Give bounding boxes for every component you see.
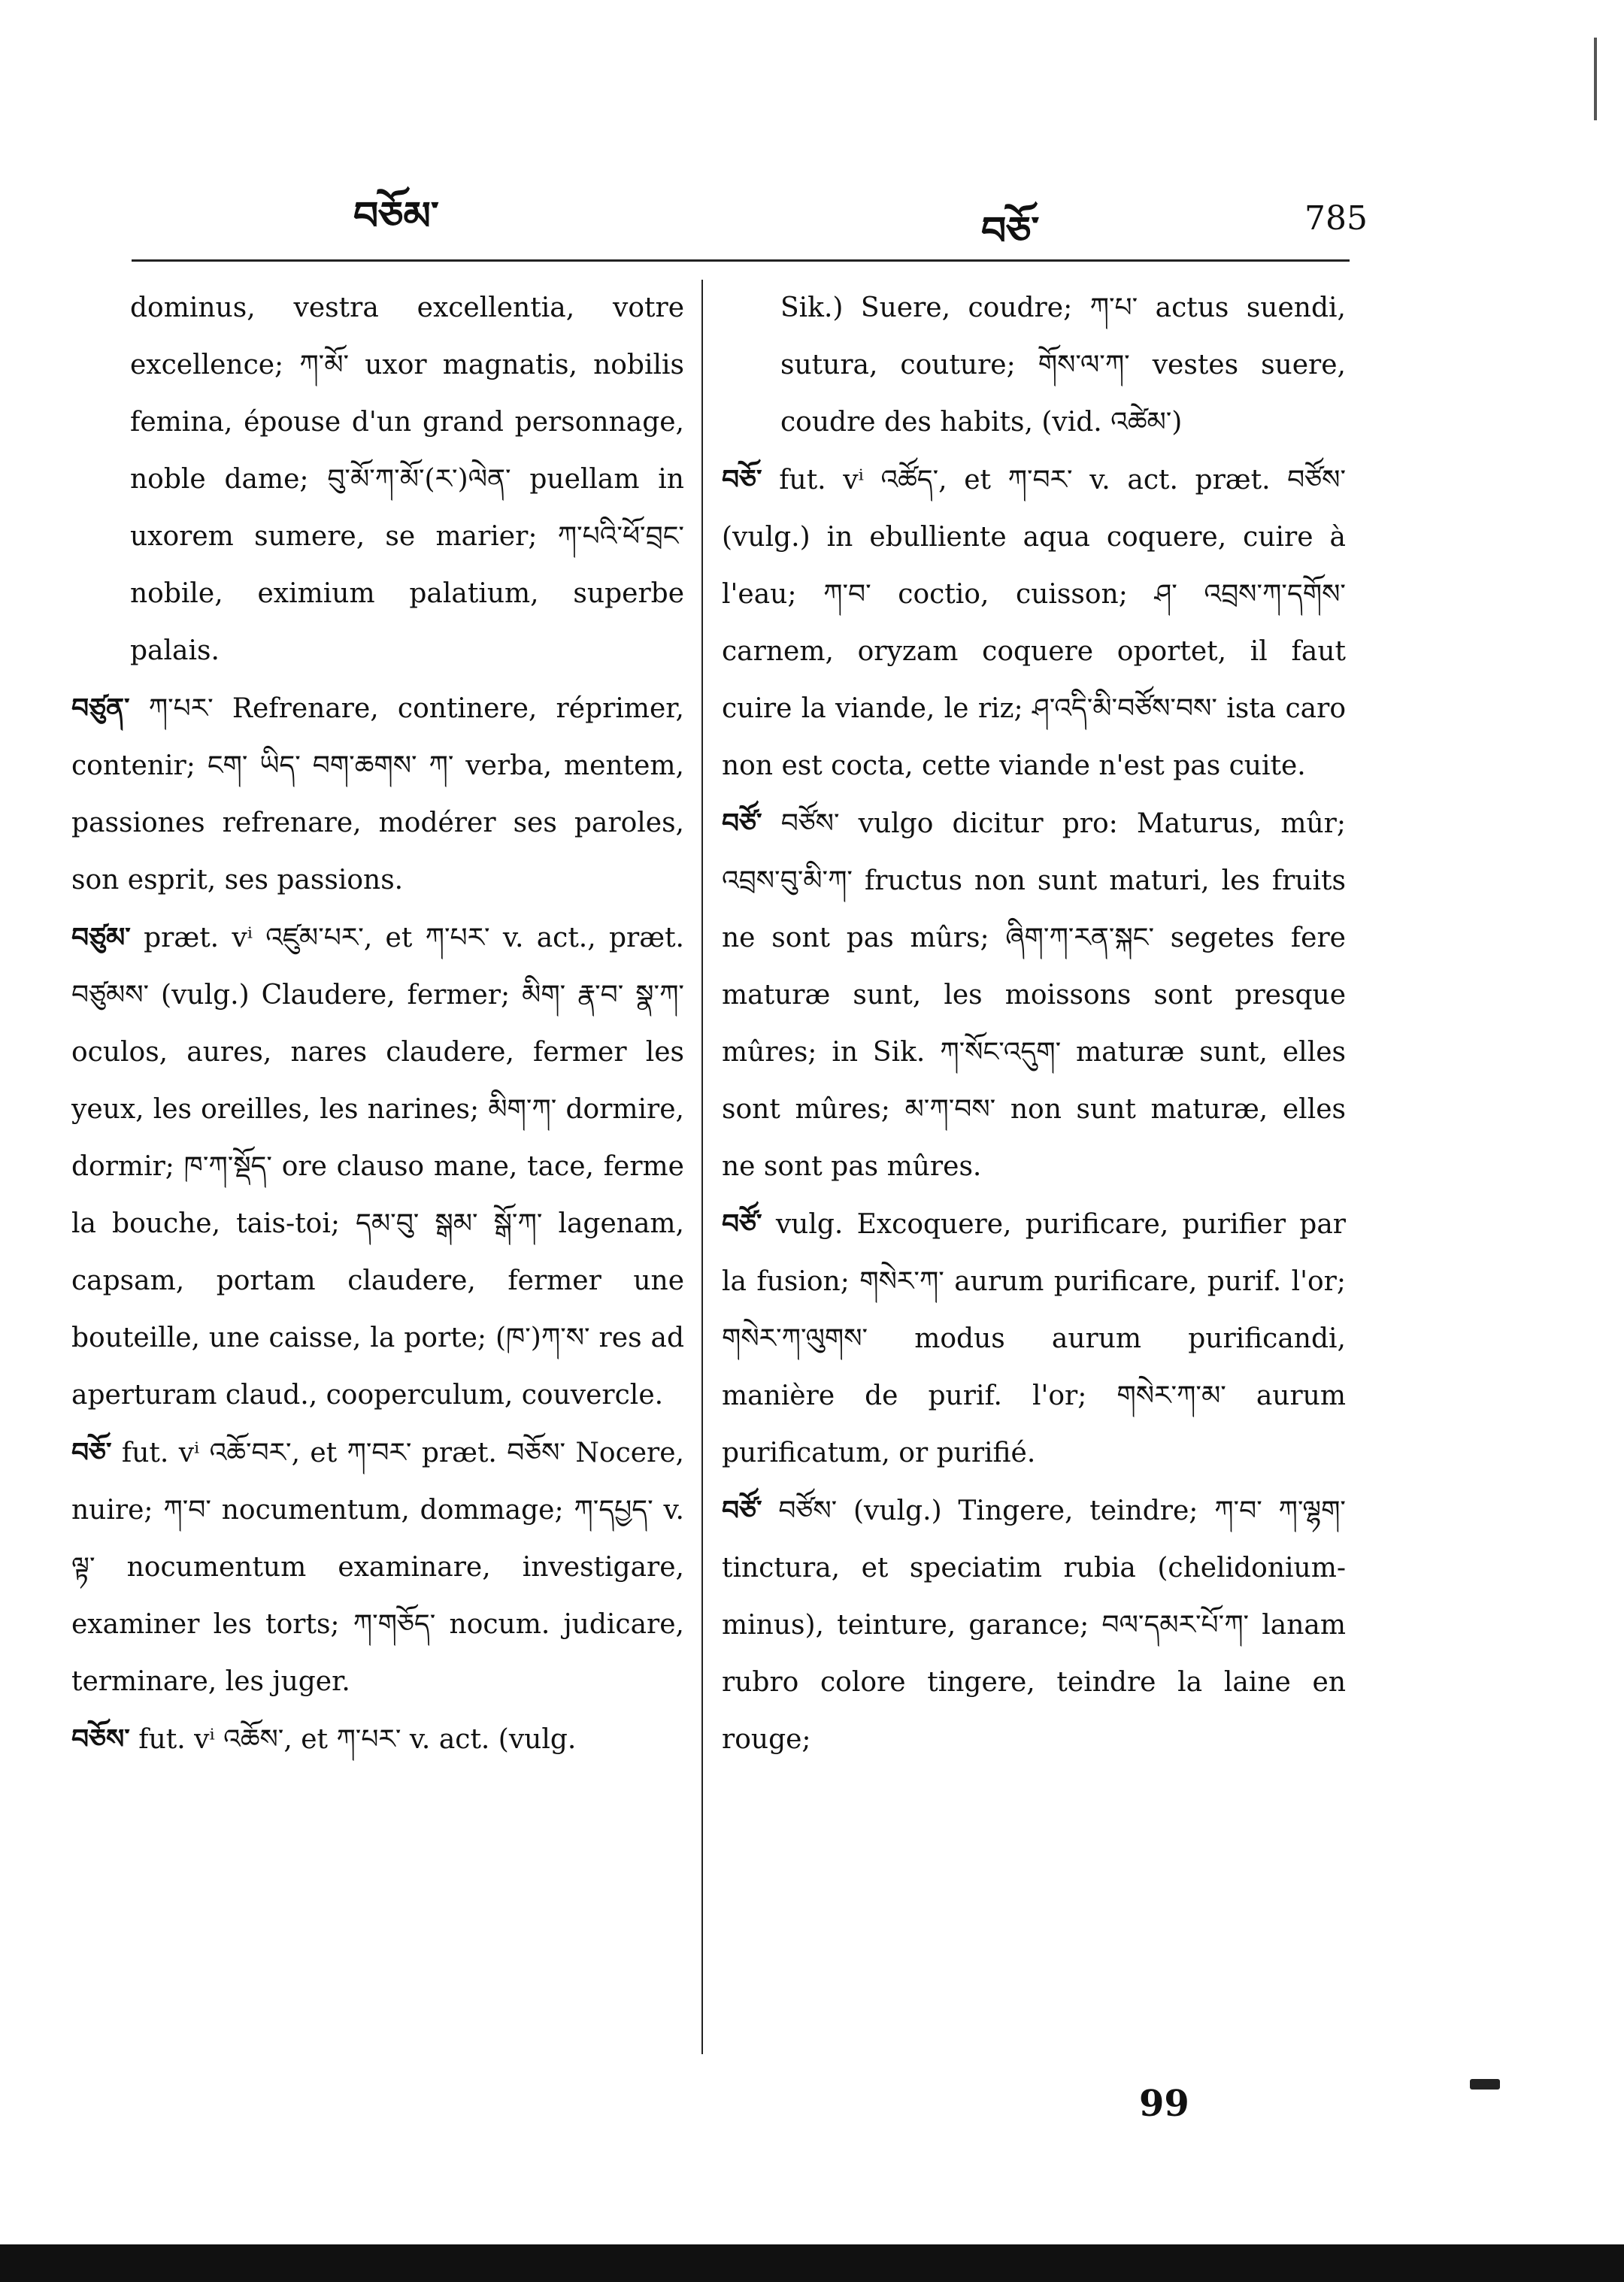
right-column xyxy=(722,280,1346,1768)
dictionary-entry xyxy=(722,1196,1346,1482)
entry-headword: བཙུན་ xyxy=(71,692,130,724)
entry-headword: བཙོ་ xyxy=(722,1208,762,1240)
running-head-center: བཅོ་ xyxy=(981,208,1040,254)
entry-headword: བཙོ་ xyxy=(722,1495,762,1526)
dictionary-entry xyxy=(71,1424,684,1711)
left-column xyxy=(71,280,684,1768)
entry-headword: བཙོ་ xyxy=(722,808,762,839)
entry-text: fut. vⁱ འཆོས་, et ཀ་པར་ v. act. (vulg. xyxy=(138,1724,577,1755)
entry-text: བཙོས་ vulgo dicitur pro: Maturus, mûr; འབྲས་བུ་མི་ཀ་ fructus non sunt maturi, les fruits ne sont pas mûrs; ཞིག་ཀ་རན་སྐང་ segetes fere maturæ sunt, les moissons sont presque mûres; in Sik. ཀ་སོང་འདུག་ maturæ sunt, elles sont mûres; མ་ཀ་བས་ non sunt maturæ, elles ne sont pas mûres. xyxy=(722,808,1347,1182)
dictionary-entry xyxy=(722,795,1346,1196)
entry-headword: བཅོ་ xyxy=(71,1437,112,1468)
entry-text: præt. vⁱ འཛུམ་པར་, et ཀ་པར་ v. act., præt. བཙུམས་ (vulg.) Claudere, fermer; མིག་ རྣ་བ་ སྣ་ཀ་ oculos, aures, nares claudere, fermer les yeux, les oreilles, les narines; མིག་ཀ་ dormire, dormir; ཁ་ཀ་སྡོད་ ore clauso mane, tace, ferme la bouche, tais-toi; དམ་བུ་ སྒམ་ སྒོ་ཀ་ lagenam, capsam, portam claudere, fermer une bouteille, une caisse, la porte; (ཁ་)ཀ་ས་ res ad aperturam claud., cooperculum, couvercle. xyxy=(71,923,684,1411)
dictionary-entry xyxy=(722,1482,1346,1768)
entry-text: vulg. Excoquere, purificare, purifier par la fusion; གསེར་ཀ་ aurum purificare, purif. l'or; གསེར་ཀ་ལུགས་ modus aurum purificandi, manière de purif. l'or; གསེར་ཀ་མ་ aurum purificatum, or purifié. xyxy=(722,1209,1347,1468)
header-rule xyxy=(132,259,1350,262)
column-divider xyxy=(701,280,703,2054)
entry-headword: བཅོ་ xyxy=(722,464,762,495)
dictionary-entry xyxy=(722,451,1346,795)
entry-headword: བཙུམ་ xyxy=(71,922,131,953)
scan-artifact xyxy=(1470,2079,1500,2090)
scan-border xyxy=(0,2244,1624,2282)
entry-text: Sik.) Suere, coudre; ཀ་པ་ actus suendi, sutura, couture; གོས་ལ་ཀ་ vestes suere, coudre des habits, (vid. འཚེམ་) xyxy=(780,292,1346,438)
entry-text: dominus, vestra excellentia, votre excellence; ཀ་མོ་ uxor magnatis, nobilis femina, épouse d'un grand personnage, noble dame; བུ་མོ་ཀ་མོ་(ར་)ལེན་ puellam in uxorem sumere, se marier; ཀ་པའི་ཕོ་བྲང་ nobile, eximium palatium, superbe palais. xyxy=(130,292,684,666)
entry-text: fut. vⁱ འཆོ་བར་, et ཀ་བར་ præt. བཅོས་ Nocere, nuire; ཀ་བ་ nocumentum, dommage; ཀ་དཔྱད་ v. ལྟ་ nocumentum examinare, investigare, examiner les torts; ཀ་གཅོད་ nocum. judicare, terminare, les juger. xyxy=(71,1438,685,1697)
dictionary-entry xyxy=(71,680,684,909)
running-head-left: བཅོམ་ xyxy=(353,193,439,239)
dictionary-entry xyxy=(71,280,684,680)
entry-text: fut. vⁱ འཚོད་, et ཀ་བར་ v. act. præt. བཙོས་ (vulg.) in ebulliente aqua coquere, cuire à l'eau; ཀ་བ་ coctio, cuisson; ཤ་ འབྲས་ཀ་དགོས་ carnem, oryzam coquere oportet, il faut cuire la viande, le riz; ཤ་འདི་མི་བཙོས་བས་ ista caro non est cocta, cette viande n'est pas cuite. xyxy=(722,465,1346,781)
entry-text: ཀ་པར་ Refrenare, continere, réprimer, contenir; ངག་ ཡིད་ བག་ཆགས་ ཀ་ verba, mentem, passiones refrenare, modérer ses paroles, son esprit, ses passions. xyxy=(71,693,684,896)
entry-text: བཙོས་ (vulg.) Tingere, teindre; ཀ་བ་ ཀ་ལྷག་ tinctura, et speciatim rubia (chelidonium-minus), teinture, garance; བལ་དམར་པོ་ཀ་ lanam rubro colore tingere, teindre la laine en rouge; xyxy=(722,1496,1346,1755)
dictionary-entry xyxy=(71,1711,684,1768)
page-number: 785 xyxy=(1304,199,1368,238)
dictionary-entry xyxy=(71,909,684,1424)
dictionary-entry xyxy=(722,280,1346,451)
signature-number: 99 xyxy=(1139,2083,1189,2125)
scan-edge-mark xyxy=(1594,38,1597,120)
entry-headword: བཅོས་ xyxy=(71,1723,130,1755)
